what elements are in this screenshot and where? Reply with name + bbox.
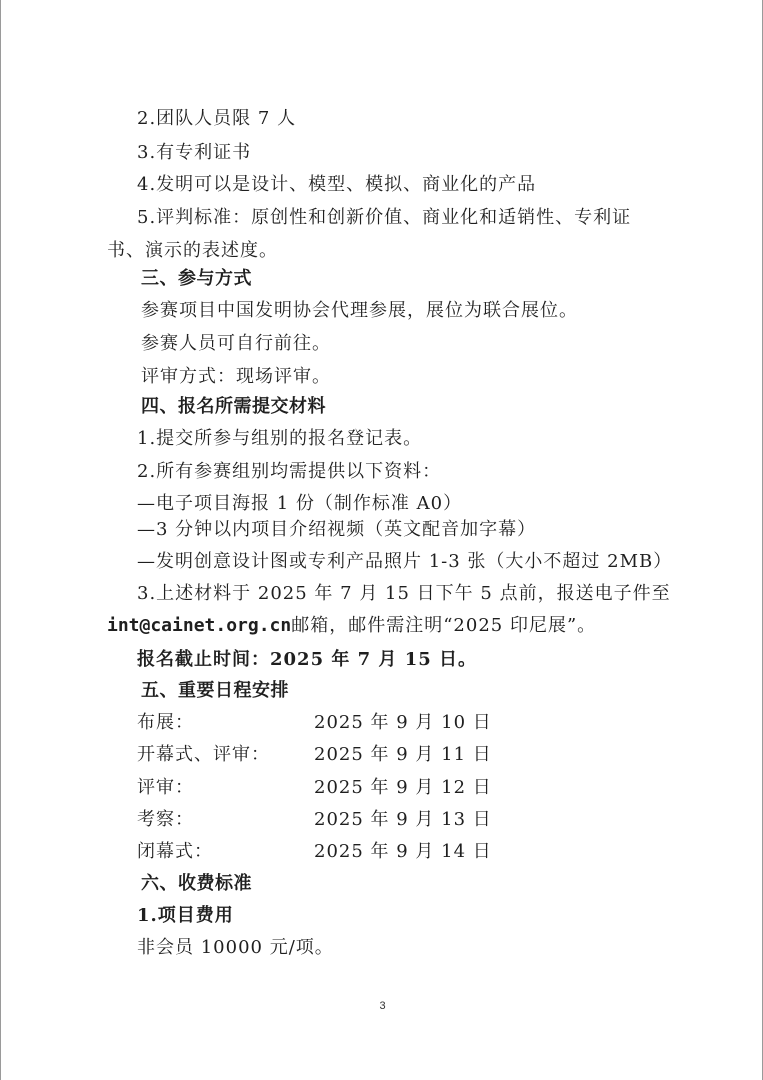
section-4-heading: 四、报名所需提交材料 xyxy=(141,396,326,417)
section-4-item-3-line2 xyxy=(107,614,596,638)
material-item-video: —3 分钟以内项目介绍视频（英文配音加字幕） xyxy=(137,519,537,540)
requirement-item-5-line2: 书、演示的表述度。 xyxy=(107,240,278,261)
material-item-poster: —电子项目海报 1 份（制作标准 A0） xyxy=(137,493,463,514)
requirement-item-2: 2.团队人员限 7 人 xyxy=(137,108,297,129)
schedule-label: 开幕式、评审： xyxy=(137,744,270,765)
section-6-subheading: 1.项目费用 xyxy=(137,905,234,926)
schedule-date: 2025 年 9 月 10 日 xyxy=(314,712,492,733)
schedule-label: 考察： xyxy=(137,809,194,830)
schedule-label: 评审： xyxy=(137,777,194,798)
section-3-paragraph-1: 参赛项目中国发明协会代理参展，展位为联合展位。 xyxy=(141,300,578,321)
material-item-photos: —发明创意设计图或专利产品照片 1-3 张（大小不超过 2MB） xyxy=(137,551,673,572)
requirement-item-3: 3.有专利证书 xyxy=(137,142,252,163)
section-4-item-3-line1: 3.上述材料于 2025 年 7 月 15 日下午 5 点前，报送电子件至 xyxy=(137,583,671,604)
section-3-paragraph-3: 评审方式：现场评审。 xyxy=(141,366,331,387)
registration-deadline: 报名截止时间：2025 年 7 月 15 日。 xyxy=(137,649,478,670)
requirement-item-4: 4.发明可以是设计、模型、模拟、商业化的产品 xyxy=(137,174,537,195)
schedule-label: 布展： xyxy=(137,712,194,733)
schedule-date: 2025 年 9 月 14 日 xyxy=(314,841,492,862)
contact-email: int@cainet.org.cn xyxy=(107,615,292,636)
schedule-date: 2025 年 9 月 12 日 xyxy=(314,777,492,798)
project-fee: 非会员 10000 元/项。 xyxy=(137,937,334,958)
section-4-item-1: 1.提交所参与组别的报名登记表。 xyxy=(137,428,423,449)
schedule-date: 2025 年 9 月 13 日 xyxy=(314,809,492,830)
email-instruction: 邮箱，邮件需注明“2025 印尼展”。 xyxy=(291,615,597,636)
section-6-heading: 六、收费标准 xyxy=(141,873,252,894)
requirement-item-5-line1: 5.评判标准：原创性和创新价值、商业化和适销性、专利证 xyxy=(137,207,632,228)
section-5-heading: 五、重要日程安排 xyxy=(141,680,289,701)
section-3-paragraph-2: 参赛人员可自行前往。 xyxy=(141,333,331,354)
section-3-heading: 三、参与方式 xyxy=(141,268,252,289)
schedule-label: 闭幕式： xyxy=(137,841,213,862)
schedule-date: 2025 年 9 月 11 日 xyxy=(314,744,492,765)
section-4-item-2: 2.所有参赛组别均需提供以下资料： xyxy=(137,461,442,482)
page-number: 3 xyxy=(379,1000,386,1012)
